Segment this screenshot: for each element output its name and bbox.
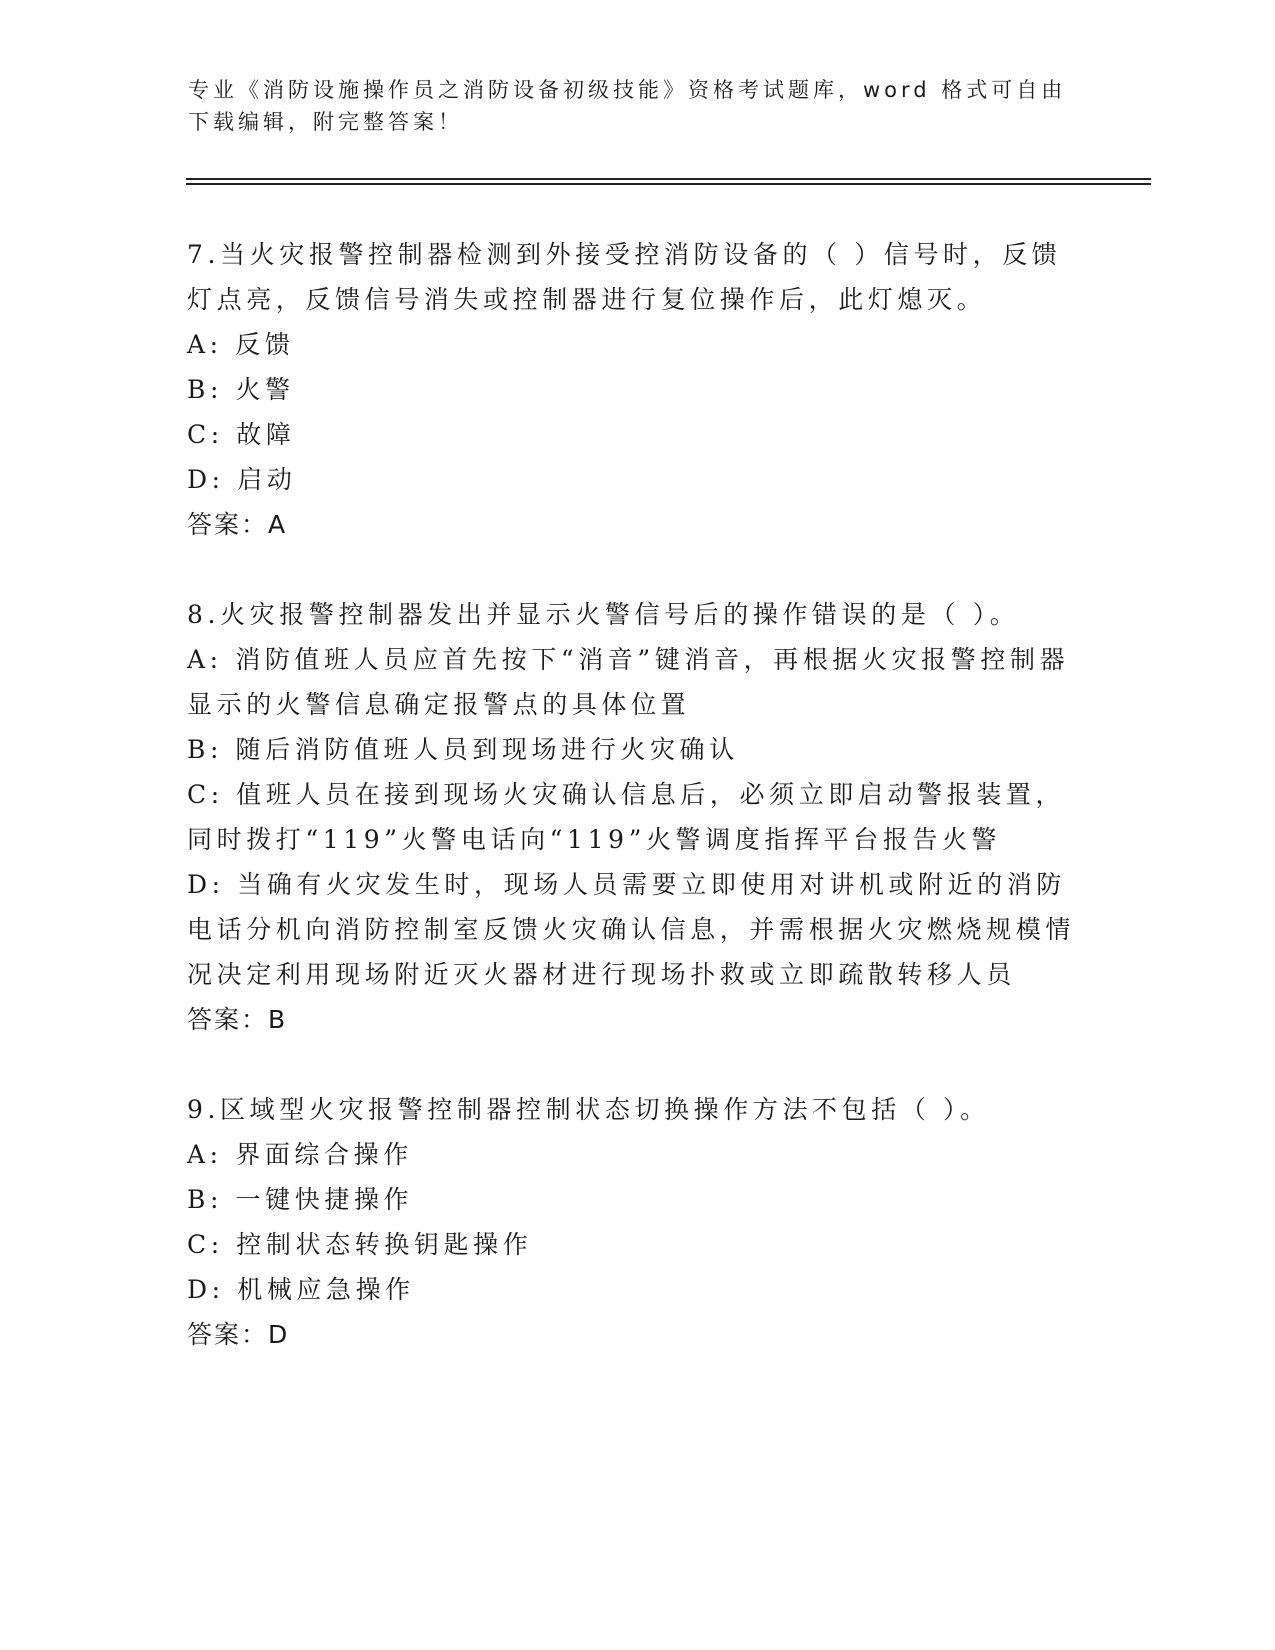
question-list bbox=[187, 232, 1077, 1402]
question-9 bbox=[187, 1087, 1077, 1357]
document-header: 专业《消防设施操作员之消防设备初级技能》资格考试题库，word 格式可自由下载编辑，附完整答案！ bbox=[188, 78, 1067, 134]
option-d: D: 当确有火灾发生时，现场人员需要立即使用对讲机或附近的消防电话分机向消防控制室反馈火灾确认信息，并需根据火灾燃烧规模情况决定利用现场附近灭火器材进行现场扑救或立即疏散转移人员 bbox=[187, 870, 1076, 989]
answer: 答案：A bbox=[187, 510, 288, 539]
question-stem: 8.火灾报警控制器发出并显示火警信号后的操作错误的是（ ）。 bbox=[187, 600, 1020, 629]
question-stem: 7.当火灾报警控制器检测到外接受控消防设备的（ ）信号时，反馈灯点亮，反馈信号消失或控制器进行复位操作后，此灯熄灭。 bbox=[187, 240, 1062, 314]
option-a: A: 界面综合操作 bbox=[187, 1140, 413, 1169]
header-divider-top bbox=[186, 178, 1151, 180]
option-d: D: 机械应急操作 bbox=[187, 1275, 415, 1304]
answer: 答案：D bbox=[187, 1320, 290, 1349]
question-8 bbox=[187, 592, 1077, 1042]
answer: 答案：B bbox=[187, 1005, 288, 1034]
option-a: A: 反馈 bbox=[187, 330, 295, 359]
option-a: A: 消防值班人员应首先按下“消音”键消音，再根据火灾报警控制器显示的火警信息确定报警点的具体位置 bbox=[187, 645, 1070, 719]
option-b: B: 随后消防值班人员到现场进行火灾确认 bbox=[187, 735, 739, 764]
option-c: C: 控制状态转换钥匙操作 bbox=[187, 1230, 533, 1259]
option-b: B: 一键快捷操作 bbox=[187, 1185, 414, 1214]
question-stem: 9.区域型火灾报警控制器控制状态切换操作方法不包括（ ）。 bbox=[187, 1095, 990, 1124]
header-divider-bottom bbox=[186, 183, 1151, 185]
option-b: B: 火警 bbox=[187, 375, 295, 404]
question-7 bbox=[187, 232, 1077, 547]
option-c: C: 故障 bbox=[187, 420, 296, 449]
option-d: D: 启动 bbox=[187, 465, 297, 494]
option-c: C: 值班人员在接到现场火灾确认信息后，必须立即启动警报装置，同时拨打“119”火警电话向“119”火警调度指挥平台报告火警 bbox=[187, 780, 1066, 854]
